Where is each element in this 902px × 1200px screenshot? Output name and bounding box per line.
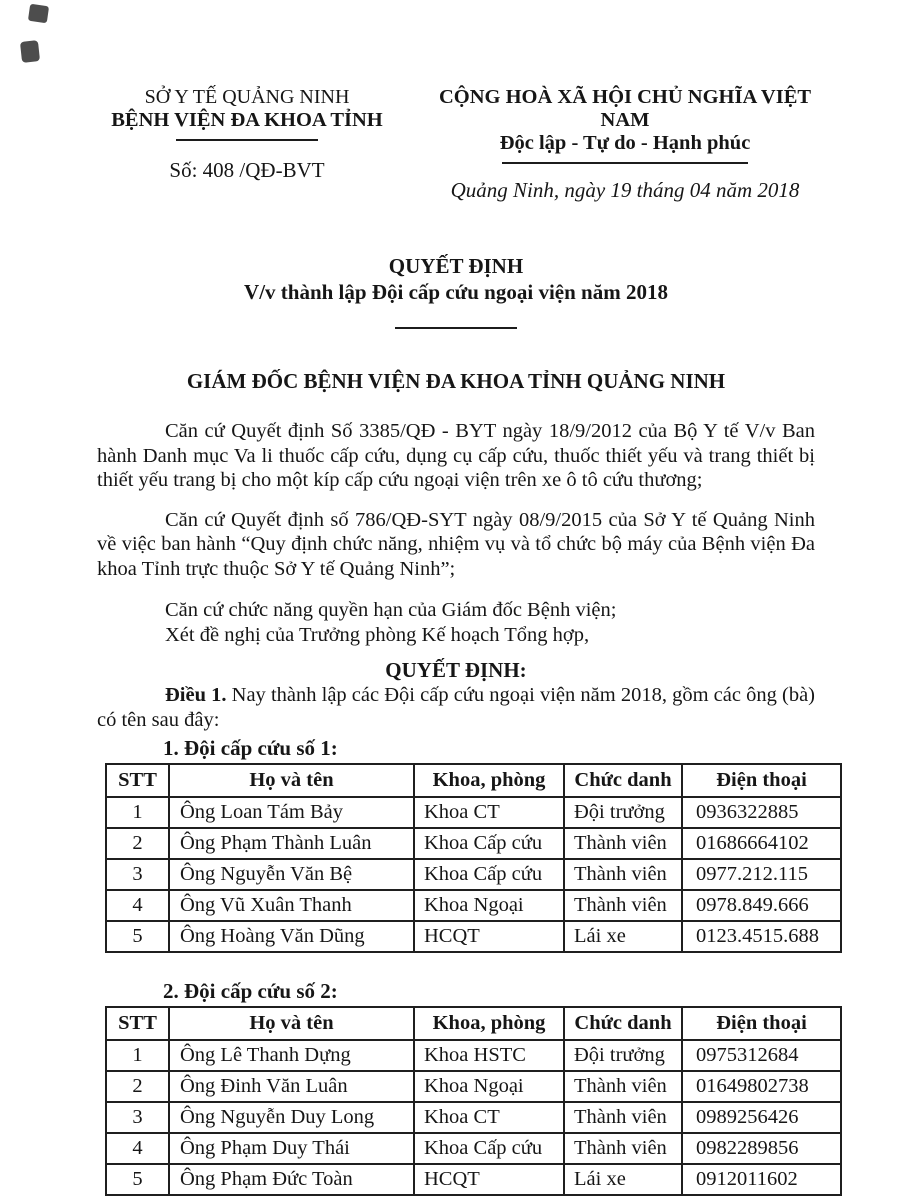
table-cell: 0912011602 bbox=[682, 1164, 841, 1195]
table-header-row bbox=[106, 1007, 841, 1040]
table-cell: 3 bbox=[106, 1102, 169, 1133]
table-cell: Ông Đinh Văn Luân bbox=[169, 1071, 414, 1102]
table-row bbox=[106, 1071, 841, 1102]
table-cell: Lái xe bbox=[564, 921, 682, 952]
table-row bbox=[106, 1102, 841, 1133]
scan-artifact bbox=[20, 40, 40, 63]
document-header bbox=[97, 86, 837, 203]
table-cell: 4 bbox=[106, 1133, 169, 1164]
table-cell: 3 bbox=[106, 859, 169, 890]
column-header: Họ và tên bbox=[169, 1007, 414, 1040]
issuing-agency-block bbox=[97, 86, 397, 183]
table-cell: 0982289856 bbox=[682, 1133, 841, 1164]
column-header: STT bbox=[106, 764, 169, 797]
table-cell: 0977.212.115 bbox=[682, 859, 841, 890]
team-1-table bbox=[105, 763, 842, 953]
table-header-row bbox=[106, 764, 841, 797]
table-cell: Ông Nguyễn Duy Long bbox=[169, 1102, 414, 1133]
column-header: Khoa, phòng bbox=[414, 1007, 564, 1040]
column-header: STT bbox=[106, 1007, 169, 1040]
table-cell: Khoa Ngoại bbox=[414, 1071, 564, 1102]
table-cell: Ông Phạm Thành Luân bbox=[169, 828, 414, 859]
table-cell: 0123.4515.688 bbox=[682, 921, 841, 952]
column-header: Điện thoại bbox=[682, 764, 841, 797]
table-cell: 2 bbox=[106, 828, 169, 859]
table-cell: Khoa Cấp cứu bbox=[414, 1133, 564, 1164]
table-cell: 5 bbox=[106, 1164, 169, 1195]
table-cell: Ông Lê Thanh Dựng bbox=[169, 1040, 414, 1071]
table-cell: Thành viên bbox=[564, 859, 682, 890]
national-motto: Độc lập - Tự do - Hạnh phúc bbox=[499, 132, 751, 154]
table-cell: Ông Nguyễn Văn Bệ bbox=[169, 859, 414, 890]
preamble-paragraph-4: Xét đề nghị của Trưởng phòng Kế hoạch Tổng hợp, bbox=[165, 623, 590, 646]
table-cell: Lái xe bbox=[564, 1164, 682, 1195]
table-cell: HCQT bbox=[414, 1164, 564, 1195]
table-cell: Ông Phạm Đức Toàn bbox=[169, 1164, 414, 1195]
table-row bbox=[106, 797, 841, 828]
column-header: Khoa, phòng bbox=[414, 764, 564, 797]
table-cell: Khoa CT bbox=[414, 797, 564, 828]
column-header: Chức danh bbox=[564, 764, 682, 797]
table-cell: Thành viên bbox=[564, 1133, 682, 1164]
table-cell: 0936322885 bbox=[682, 797, 841, 828]
table-cell: Thành viên bbox=[564, 1071, 682, 1102]
table-cell: 4 bbox=[106, 890, 169, 921]
place-date-line: Quảng Ninh, ngày 19 tháng 04 năm 2018 bbox=[450, 178, 800, 202]
table-row bbox=[106, 1040, 841, 1071]
document-title: QUYẾT ĐỊNH bbox=[388, 254, 524, 278]
table-cell: Thành viên bbox=[564, 890, 682, 921]
table-cell: Thành viên bbox=[564, 1102, 682, 1133]
team-2-title: 2. Đội cấp cứu số 2: bbox=[163, 979, 338, 1003]
agency-parent-name: SỞ Y TẾ QUẢNG NINH bbox=[144, 86, 350, 108]
article-1-label: Điều 1. bbox=[165, 684, 227, 706]
agency-name: BỆNH VIỆN ĐA KHOA TỈNH bbox=[111, 109, 383, 131]
title-block bbox=[97, 254, 815, 393]
table-cell: Khoa HSTC bbox=[414, 1040, 564, 1071]
table-cell: Thành viên bbox=[564, 828, 682, 859]
table-cell: Ông Phạm Duy Thái bbox=[169, 1133, 414, 1164]
table-cell: Ông Vũ Xuân Thanh bbox=[169, 890, 414, 921]
table-cell: Ông Loan Tám Bảy bbox=[169, 797, 414, 828]
table-cell: Đội trưởng bbox=[564, 797, 682, 828]
decision-heading: QUYẾT ĐỊNH: bbox=[385, 658, 527, 682]
document-number: Số: 408 /QĐ-BVT bbox=[169, 158, 325, 182]
table-cell: Khoa Ngoại bbox=[414, 890, 564, 921]
article-1-text: Nay thành lập các Đội cấp cứu ngoại viện năm 2018, gồm các ông (bà) có tên sau đây: bbox=[97, 684, 816, 731]
table-cell: Ông Hoàng Văn Dũng bbox=[169, 921, 414, 952]
national-motto-block bbox=[413, 86, 837, 203]
preamble-paragraph-3: Căn cứ chức năng quyền hạn của Giám đốc Bệnh viện; bbox=[165, 599, 617, 621]
table-cell: 0975312684 bbox=[682, 1040, 841, 1071]
team-2-table bbox=[105, 1006, 842, 1196]
table-cell: 01649802738 bbox=[682, 1071, 841, 1102]
motto-underline bbox=[502, 162, 748, 164]
column-header: Điện thoại bbox=[682, 1007, 841, 1040]
table-cell: 0978.849.666 bbox=[682, 890, 841, 921]
table-row bbox=[106, 1133, 841, 1164]
issuer-heading: GIÁM ĐỐC BỆNH VIỆN ĐA KHOA TỈNH QUẢNG NINH bbox=[186, 369, 726, 393]
table-cell: 1 bbox=[106, 1040, 169, 1071]
article-1 bbox=[97, 683, 815, 732]
scan-artifact bbox=[28, 4, 49, 23]
table-cell: 0989256426 bbox=[682, 1102, 841, 1133]
table-cell: 5 bbox=[106, 921, 169, 952]
table-cell: 1 bbox=[106, 797, 169, 828]
table-cell: Khoa Cấp cứu bbox=[414, 828, 564, 859]
table-row bbox=[106, 1164, 841, 1195]
column-header: Họ và tên bbox=[169, 764, 414, 797]
title-divider bbox=[395, 327, 517, 329]
table-row bbox=[106, 859, 841, 890]
national-title: CỘNG HOÀ XÃ HỘI CHỦ NGHĨA VIỆT NAM bbox=[438, 86, 812, 131]
agency-underline bbox=[176, 139, 318, 141]
table-cell: HCQT bbox=[414, 921, 564, 952]
table-cell: 2 bbox=[106, 1071, 169, 1102]
table-row bbox=[106, 921, 841, 952]
table-cell: Khoa Cấp cứu bbox=[414, 859, 564, 890]
table-row bbox=[106, 890, 841, 921]
preamble-paragraph-1: Căn cứ Quyết định Số 3385/QĐ - BYT ngày 18/9/2012 của Bộ Y tế V/v Ban hành Danh mục Va li thuốc cấp cứu, dụng cụ cấp cứu, thuốc thiết yếu và trang thiết bị thiết yếu trang bị cho một kíp cấp cứu ngoại viện trên xe ô tô cứu thương; bbox=[97, 420, 815, 491]
table-cell: 01686664102 bbox=[682, 828, 841, 859]
table-row bbox=[106, 828, 841, 859]
team-1-title: 1. Đội cấp cứu số 1: bbox=[163, 736, 338, 760]
column-header: Chức danh bbox=[564, 1007, 682, 1040]
document-subtitle: V/v thành lập Đội cấp cứu ngoại viện năm 2018 bbox=[244, 280, 668, 304]
preamble-paragraph-2: Căn cứ Quyết định số 786/QĐ-SYT ngày 08/9/2015 của Sở Y tế Quảng Ninh về việc ban hành “Quy định chức năng, nhiệm vụ và tổ chức bộ máy của Bệnh viện Đa khoa Tỉnh trực thuộc Sở Y tế Quảng Ninh”; bbox=[97, 508, 815, 580]
table-cell: Khoa CT bbox=[414, 1102, 564, 1133]
table-cell: Đội trưởng bbox=[564, 1040, 682, 1071]
